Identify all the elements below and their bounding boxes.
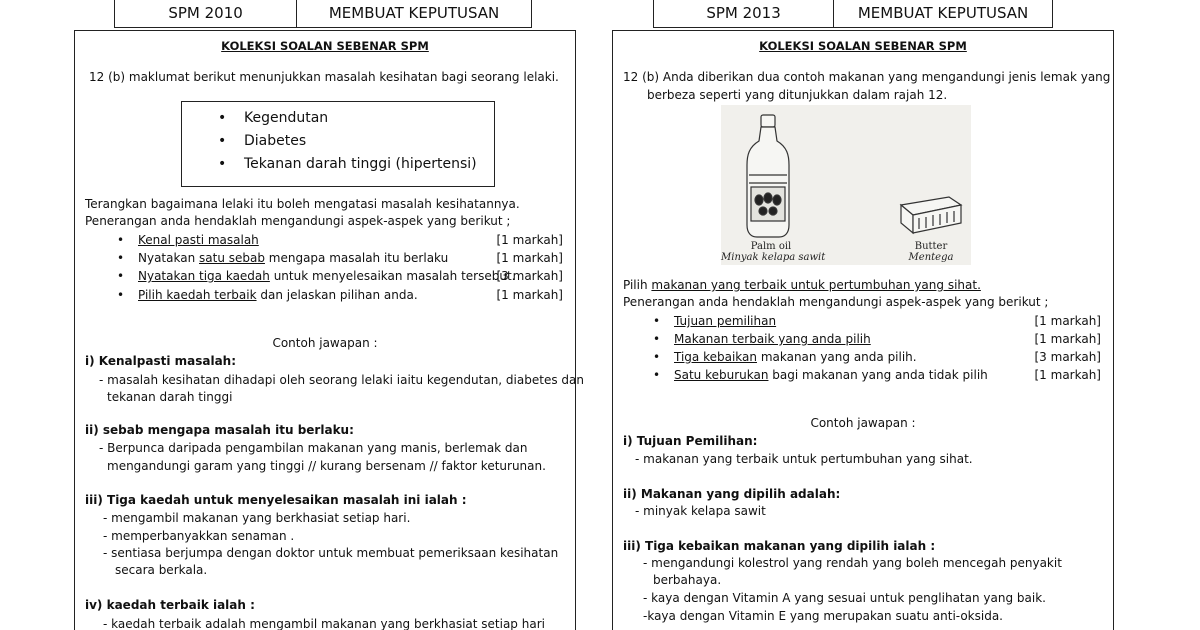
aspect-mark: [1 markah] <box>496 288 563 302</box>
conditions-box: • Kegendutan • Diabetes • Tekanan darah tinggi (hipertensi) <box>181 101 495 187</box>
exam-year-label: SPM 2013 <box>706 4 781 22</box>
aspect-mark: [1 markah] <box>1034 314 1101 328</box>
answer-line: - mengandungi kolestrol yang rendah yang boleh mencegah penyakit <box>643 556 1062 570</box>
answer-title: iii) Tiga kebaikan makanan yang dipilih ialah : <box>623 539 936 553</box>
panel-title: KOLEKSI SOALAN SEBENAR SPM <box>759 39 967 53</box>
answer-line: - masalah kesihatan dihadapi oleh seorang lelaki iaitu kegendutan, diabetes dan <box>99 373 584 387</box>
figure-12 <box>721 105 971 265</box>
answer-line: - mengambil makanan yang berkhasiat setiap hari. <box>103 511 411 525</box>
aspect-mark: [1 markah] <box>496 233 563 247</box>
answer-line: - sentiasa berjumpa dengan doktor untuk membuat pemeriksaan kesihatan <box>103 546 559 560</box>
question-panel-2013: KOLEKSI SOALAN SEBENAR SPM 12 (b) Anda diberikan dua contoh makanan yang mengandungi jenis lemak yang berbeza seperti yang ditunjukkan dalam rajah 12. Palm oil Minyak kelapa sawit Butter Mentega Pilih makanan yang terbaik untuk pertumbuhan yang sihat. Penerangan anda hendaklah mengandungi aspek-aspek yang berikut ; • Tujuan pemilihan [1 markah] • Makanan terbaik yang anda pilih [1 markah] • Tiga kebaikan makanan yang anda pilih. [3 markah] • Satu keburukan bagi makanan yang anda tidak pilih [1 markah] Contoh jawapan : i) Tujuan Pemilihan: - makanan yang terbaik untuk pertumbuhan yang sihat. ii) Makanan yang dipilih adalah: - minyak kelapa sawit iii) Tiga kebaikan makanan yang dipilih ialah : - mengandungi kolestrol yang rendah yang boleh mencegah penyakit berbahaya. - kaya dengan Vitamin A yang sesuai untuk penglihatan yang baik. -kaya dengan Vitamin E yang merupakan suatu anti-oksida. <box>612 30 1114 630</box>
header-left <box>114 0 532 28</box>
answer-line: tekanan darah tinggi <box>107 390 233 404</box>
palm-oil-bottle-icon <box>747 115 789 237</box>
answer-line: berbahaya. <box>653 573 722 587</box>
exam-year-label: SPM 2010 <box>168 4 243 22</box>
answer-line: - Berpunca daripada pengambilan makanan yang manis, berlemak dan <box>99 441 528 455</box>
question-text: berbeza seperti yang ditunjukkan dalam rajah 12. <box>647 88 948 102</box>
topic-label: MEMBUAT KEPUTUSAN <box>833 0 1052 27</box>
butter-box-icon <box>901 197 961 233</box>
answer-line: - memperbanyakkan senaman . <box>103 529 295 543</box>
answer-line: secara berkala. <box>115 563 208 577</box>
example-heading: Contoh jawapan : <box>810 416 916 430</box>
aspect-mark: [1 markah] <box>496 251 563 265</box>
header-right <box>653 0 1053 28</box>
figure-caption: Butter <box>914 241 948 252</box>
figure-caption: Minyak kelapa sawit <box>721 252 826 263</box>
answer-title: iii) Tiga kaedah untuk menyelesaikan masalah ini ialah : <box>85 493 467 507</box>
answer-line: - minyak kelapa sawit <box>635 504 766 518</box>
instruction-line: Penerangan anda hendaklah mengandungi aspek-aspek yang berikut ; <box>623 295 1049 309</box>
answer-line: - kaya dengan Vitamin A yang sesuai untuk penglihatan yang baik. <box>643 591 1046 605</box>
instruction-line: Terangkan bagaimana lelaki itu boleh mengatasi masalah kesihatannya. <box>85 197 520 211</box>
answer-line: -kaya dengan Vitamin E yang merupakan suatu anti-oksida. <box>643 609 1003 623</box>
answer-title: i) Kenalpasti masalah: <box>85 354 237 368</box>
answer-line: - kaedah terbaik adalah mengambil makanan yang berkhasiat setiap hari <box>103 617 545 630</box>
question-panel-2010: KOLEKSI SOALAN SEBENAR SPM 12 (b) maklumat berikut menunjukkan masalah kesihatan bagi seorang lelaki. • Kegendutan • Diabetes • Tekanan darah tinggi (hipertensi) Terangkan bagaimana lelaki itu boleh mengatasi masalah kesihatannya. Penerangan anda hendaklah mengandungi aspek-aspek yang berikut ; • Kenal pasti masalah [1 markah] • Nyatakan satu sebab mengapa masalah itu berlaku [1 markah] • Nyatakan tiga kaedah untuk menyelesaikan masalah tersebut. [3 markah] • Pilih kaedah terbaik dan jelaskan pilihan anda. [1 markah] Contoh jawapan : i) Kenalpasti masalah: - masalah kesihatan dihadapi oleh seorang lelaki iaitu kegendutan, diabetes dan tekanan darah tinggi ii) sebab mengapa masalah itu berlaku: - Berpunca daripada pengambilan makanan yang manis, berlemak dan mengandungi garam yang tinggi // kurang bersenam // faktor keturunan. iii) Tiga kaedah untuk menyelesaikan masalah ini ialah : - mengambil makanan yang berkhasiat setiap hari. - memperbanyakkan senaman . - sentiasa berjumpa dengan doktor untuk membuat pemeriksaan kesihatan secara berkala. iv) kaedah terbaik ialah : - kaedah terbaik adalah mengambil makanan yang berkhasiat setiap hari <box>74 30 576 630</box>
figure-caption: Palm oil <box>750 241 792 252</box>
example-heading: Contoh jawapan : <box>272 336 378 350</box>
answer-title: ii) sebab mengapa masalah itu berlaku: <box>85 423 354 437</box>
aspect-mark: [3 markah] <box>496 269 563 283</box>
panel-title: KOLEKSI SOALAN SEBENAR SPM <box>221 39 429 53</box>
instruction-line: Pilih makanan yang terbaik untuk pertumbuhan yang sihat. <box>623 278 981 292</box>
answer-title: ii) Makanan yang dipilih adalah: <box>623 487 841 501</box>
topic-label: MEMBUAT KEPUTUSAN <box>296 0 531 27</box>
question-text: 12 (b) maklumat berikut menunjukkan masalah kesihatan bagi seorang lelaki. <box>89 70 559 84</box>
figure-caption: Mentega <box>908 252 954 263</box>
aspect-mark: [1 markah] <box>1034 368 1101 382</box>
answer-title: iv) kaedah terbaik ialah : <box>85 598 255 612</box>
answer-title: i) Tujuan Pemilihan: <box>623 434 758 448</box>
answer-line: mengandungi garam yang tinggi // kurang bersenam // faktor keturunan. <box>107 459 546 473</box>
answer-line: - makanan yang terbaik untuk pertumbuhan yang sihat. <box>635 452 973 466</box>
aspect-mark: [3 markah] <box>1034 350 1101 364</box>
question-text: 12 (b) Anda diberikan dua contoh makanan yang mengandungi jenis lemak yang <box>623 70 1111 84</box>
aspect-mark: [1 markah] <box>1034 332 1101 346</box>
instruction-line: Penerangan anda hendaklah mengandungi aspek-aspek yang berikut ; <box>85 214 511 228</box>
